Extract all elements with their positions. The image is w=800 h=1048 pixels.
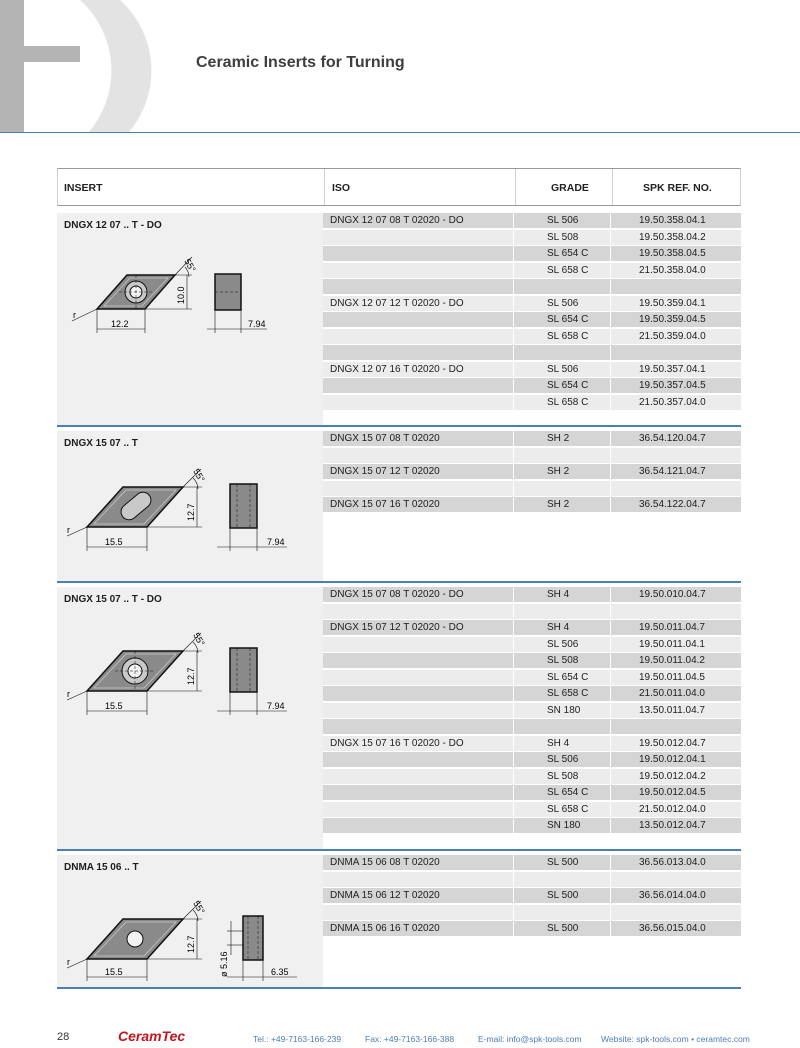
table-row [323,686,741,702]
table-row [323,497,741,513]
column-insert: INSERT [64,182,103,194]
iso-cell: DNGX 15 07 08 T 02020 [323,431,513,446]
ref-cell: 21.50.359.04.0 [611,329,741,344]
footer-fax: Fax: +49-7163-166-388 [365,1034,455,1044]
grade-cell [514,481,610,496]
table-row [323,736,741,752]
table-row [323,587,741,603]
insert-drawing [67,243,267,353]
column-iso: ISO [332,182,351,194]
table-row-spacer [323,604,741,620]
ref-cell: 21.50.358.04.0 [611,263,741,278]
dim-radius: r [73,310,76,320]
page-title: Ceramic Inserts for Turning [196,54,405,71]
ref-cell [611,448,741,463]
iso-cell [323,670,513,685]
iso-cell: DNGX 12 07 16 T 02020 - DO [323,362,513,377]
iso-cell [323,752,513,767]
table-row [323,818,741,834]
iso-cell: DNGX 12 07 12 T 02020 - DO [323,296,513,311]
table-row [323,888,741,904]
iso-cell [323,481,513,496]
ref-cell [611,872,741,887]
grade-cell: SL 654 C [514,312,610,327]
iso-cell [323,230,513,245]
ref-cell: 36.54.122.04.7 [611,497,741,512]
grade-cell: SN 180 [514,703,610,718]
iso-cell [323,769,513,784]
ref-cell [611,905,741,920]
grade-cell: SL 654 C [514,378,610,393]
table-row-spacer [323,345,741,361]
dim-angle: 55° [191,631,207,648]
ref-cell: 19.50.010.04.7 [611,587,741,602]
grade-cell [514,448,610,463]
table-row [323,752,741,768]
grade-cell: SH 4 [514,587,610,602]
iso-cell [323,395,513,410]
table-row [323,362,741,378]
ref-cell: 19.50.359.04.5 [611,312,741,327]
footer-website: Website: spk-tools.com • ceramtec.com [601,1034,750,1044]
iso-cell [323,312,513,327]
ref-cell: 36.54.120.04.7 [611,431,741,446]
grade-cell: SL 508 [514,769,610,784]
section-title: DNGX 15 07 .. T [64,438,138,449]
iso-cell [323,703,513,718]
grade-cell [514,905,610,920]
table-row [323,703,741,719]
ref-cell: 36.56.014.04.0 [611,888,741,903]
dim-angle: 55° [191,899,207,916]
grade-cell: SH 2 [514,464,610,479]
dim-width: 12.2 [111,319,129,329]
insert-drawing [67,881,297,987]
section-title: DNGX 15 07 .. T - DO [64,594,162,605]
grade-cell [514,872,610,887]
table-row [323,855,741,871]
ref-cell: 19.50.012.04.1 [611,752,741,767]
table-row [323,312,741,328]
table-row [323,653,741,669]
ref-cell: 13.50.012.04.7 [611,818,741,833]
ref-cell [611,345,741,360]
dim-thickness: 7.94 [267,537,285,547]
table-row-spacer [323,719,741,735]
dim-angle: 55° [191,467,207,484]
iso-cell [323,329,513,344]
table-row-spacer [323,905,741,921]
iso-cell [323,686,513,701]
iso-cell [323,378,513,393]
ref-cell [611,719,741,734]
table-row [323,431,741,447]
table-row [323,921,741,937]
ref-cell: 19.50.358.04.1 [611,213,741,228]
iso-cell: DNGX 15 07 08 T 02020 - DO [323,587,513,602]
grade-cell: SL 500 [514,888,610,903]
ref-cell [611,604,741,619]
iso-cell [323,872,513,887]
iso-cell [323,604,513,619]
iso-cell [323,263,513,278]
iso-cell: DNGX 15 07 16 T 02020 - DO [323,736,513,751]
dim-height: 12.7 [186,667,196,685]
dim-radius: r [67,525,70,535]
footer-email: E-mail: info@spk-tools.com [478,1034,582,1044]
grade-cell: SH 4 [514,620,610,635]
grade-cell: SL 658 C [514,263,610,278]
iso-cell [323,719,513,734]
table-row [323,395,741,411]
table-row [323,670,741,686]
ceramtec-logo: CeramTec [118,1028,186,1044]
ref-cell: 19.50.011.04.2 [611,653,741,668]
ref-cell: 19.50.011.04.7 [611,620,741,635]
iso-cell: DNMA 15 06 12 T 02020 [323,888,513,903]
ref-cell: 19.50.357.04.1 [611,362,741,377]
section-dngx-1507-do [57,587,741,851]
ref-cell: 19.50.358.04.5 [611,246,741,261]
page-number: 28 [57,1031,70,1043]
ref-cell: 36.56.015.04.0 [611,921,741,936]
grade-cell: SL 506 [514,362,610,377]
iso-cell [323,345,513,360]
iso-cell: DNGX 15 07 12 T 02020 - DO [323,620,513,635]
table-row [323,246,741,262]
grade-cell: SH 2 [514,497,610,512]
iso-cell: DNMA 15 06 16 T 02020 [323,921,513,936]
grade-cell: SL 508 [514,230,610,245]
ref-cell: 36.56.013.04.0 [611,855,741,870]
ref-cell: 21.50.012.04.0 [611,802,741,817]
ref-cell: 19.50.359.04.1 [611,296,741,311]
dim-thickness: 7.94 [248,319,266,329]
grade-cell: SL 654 C [514,785,610,800]
ref-cell: 21.50.357.04.0 [611,395,741,410]
table-header [57,168,741,206]
iso-cell: DNGX 15 07 12 T 02020 [323,464,513,479]
footer-tel: Tel.: +49-7163-166-239 [253,1034,342,1044]
grade-cell: SH 4 [514,736,610,751]
grade-cell: SL 508 [514,653,610,668]
grade-cell: SL 658 C [514,395,610,410]
section-dngx-1507 [57,431,741,583]
ref-cell: 19.50.012.04.2 [611,769,741,784]
table-row [323,785,741,801]
dim-radius: r [67,957,70,967]
table-row [323,637,741,653]
table-row [323,769,741,785]
grade-cell: SL 658 C [514,329,610,344]
header-divider [0,132,800,133]
iso-cell: DNGX 12 07 08 T 02020 - DO [323,213,513,228]
table-row [323,464,741,480]
dim-width: 15.5 [105,537,123,547]
section-title: DNGX 12 07 .. T - DO [64,220,162,231]
iso-cell [323,818,513,833]
iso-cell: DNMA 15 06 08 T 02020 [323,855,513,870]
header-logo-graphic [0,0,190,133]
ref-cell: 19.50.357.04.5 [611,378,741,393]
ref-cell: 19.50.012.04.7 [611,736,741,751]
dim-height: 10.0 [176,286,186,304]
grade-cell: SL 654 C [514,246,610,261]
iso-cell [323,637,513,652]
iso-cell [323,246,513,261]
ref-cell: 19.50.012.04.5 [611,785,741,800]
column-spk-ref: SPK REF. NO. [643,182,712,194]
grade-cell [514,719,610,734]
dim-hole: ø 5.16 [219,951,229,977]
dim-thickness: 7.94 [267,701,285,711]
ref-cell: 19.50.011.04.5 [611,670,741,685]
table-row-spacer [323,448,741,464]
iso-cell [323,802,513,817]
iso-cell [323,785,513,800]
grade-cell: SL 506 [514,752,610,767]
iso-cell [323,448,513,463]
grade-cell: SL 500 [514,921,610,936]
grade-cell: SL 500 [514,855,610,870]
section-title: DNMA 15 06 .. T [64,862,139,873]
ref-cell: 19.50.011.04.1 [611,637,741,652]
table-row [323,620,741,636]
dim-width: 15.5 [105,701,123,711]
grade-cell [514,279,610,294]
dim-radius: r [67,689,70,699]
table-row-spacer [323,279,741,295]
iso-cell [323,905,513,920]
ref-cell [611,279,741,294]
ref-cell: 36.54.121.04.7 [611,464,741,479]
table-row [323,230,741,246]
table-row [323,329,741,345]
dim-width: 15.5 [105,967,123,977]
grade-cell [514,604,610,619]
table-row [323,263,741,279]
ref-cell: 19.50.358.04.2 [611,230,741,245]
table-row [323,296,741,312]
section-dngx-1207-do [57,213,741,427]
grade-cell: SL 506 [514,637,610,652]
ref-cell: 13.50.011.04.7 [611,703,741,718]
grade-cell: SL 654 C [514,670,610,685]
table-row-spacer [323,481,741,497]
dim-height: 12.7 [186,935,196,953]
grade-cell: SL 658 C [514,686,610,701]
insert-drawing [67,617,287,727]
grade-cell: SN 180 [514,818,610,833]
grade-cell: SH 2 [514,431,610,446]
column-grade: GRADE [551,182,589,194]
ref-cell [611,481,741,496]
section-dnma-1506 [57,855,741,989]
dim-thickness: 6.35 [271,967,289,977]
table-row [323,378,741,394]
iso-cell [323,279,513,294]
dim-height: 12.7 [186,503,196,521]
iso-cell: DNGX 15 07 16 T 02020 [323,497,513,512]
iso-cell [323,653,513,668]
table-row-spacer [323,872,741,888]
table-row [323,802,741,818]
ref-cell: 21.50.011.04.0 [611,686,741,701]
insert-drawing [67,453,287,563]
grade-cell: SL 658 C [514,802,610,817]
grade-cell [514,345,610,360]
table-row [323,213,741,229]
dim-angle: 55° [182,257,198,274]
grade-cell: SL 506 [514,296,610,311]
grade-cell: SL 506 [514,213,610,228]
